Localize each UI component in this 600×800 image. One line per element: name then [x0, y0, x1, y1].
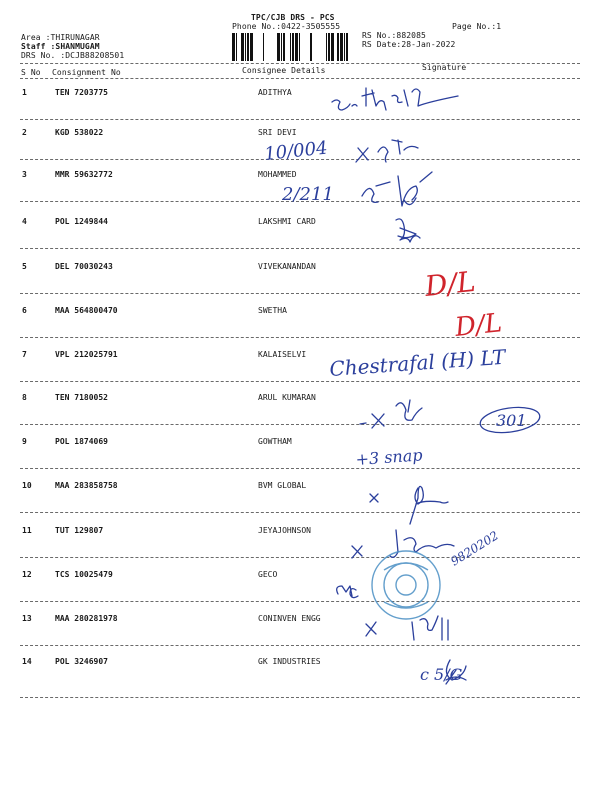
barcode-bar [281, 33, 282, 61]
consignee-name: JEYAJOHNSON [258, 526, 311, 535]
row-divider [20, 159, 580, 160]
handwriting-row-9: +3 snap [354, 445, 424, 469]
barcode-bar [232, 33, 235, 61]
consignment-number: TCS 10025479 [55, 570, 113, 579]
row-divider [20, 337, 580, 338]
consignment-number: TUT 129807 [55, 526, 104, 535]
barcode-bar [250, 33, 253, 61]
page-number: Page No.:1 [452, 22, 502, 31]
header-divider [20, 63, 580, 64]
table-row [0, 170, 600, 182]
column-header-signature: Signature [422, 63, 467, 72]
consignee-name: ADITHYA [258, 88, 292, 97]
rs-date: RS Date:28-Jan-2022 [362, 40, 456, 49]
staff-field: Staff :SHANMUGAM [21, 42, 100, 51]
column-header-consignee: Consignee Details [242, 66, 326, 75]
consignee-name: CONINVEN ENGG [258, 614, 321, 623]
table-row [0, 570, 600, 582]
area-field: Area :THIRUNAGAR [21, 33, 100, 42]
phone-number: Phone No.:0422-3505555 [232, 22, 341, 31]
barcode-bar [340, 33, 343, 61]
consignee-name: GK INDUSTRIES [258, 657, 321, 666]
table-row [0, 657, 600, 669]
table-row [0, 262, 600, 274]
barcode-bar [326, 33, 327, 61]
circled-mark-row-8 [479, 404, 542, 436]
barcode-bar [337, 33, 339, 61]
row-divider [20, 424, 580, 425]
barcode-bar [247, 33, 249, 61]
row-divider [20, 293, 580, 294]
handwriting-row-14: c 5/G [420, 665, 463, 684]
consignment-number: TEN 7203775 [55, 88, 108, 97]
row-divider [20, 248, 580, 249]
barcode-bar [236, 33, 237, 61]
barcode-bar [263, 33, 264, 61]
serial-number: 12 [22, 570, 32, 579]
barcode-bar [283, 33, 285, 61]
table-row [0, 306, 600, 318]
row-divider [20, 201, 580, 202]
consignment-number: KGD 538022 [55, 128, 104, 137]
barcode-bar [245, 33, 246, 61]
drs-number: DRS No. :DCJB88208501 [21, 51, 125, 60]
consignment-number: VPL 212025791 [55, 350, 118, 359]
serial-number: 8 [22, 393, 27, 402]
consignee-name: ARUL KUMARAN [258, 393, 316, 402]
document-title: TPC/CJB DRS - PCS [251, 13, 335, 22]
consignee-name: VIVEKANANDAN [258, 262, 316, 271]
handwriting-row-8: 301 [496, 411, 527, 430]
barcode-bar [331, 33, 334, 61]
row-divider [20, 381, 580, 382]
consignment-number: DEL 70030243 [55, 262, 113, 271]
consignee-name: SWETHA [258, 306, 287, 315]
consignment-number: POL 3246907 [55, 657, 108, 666]
serial-number: 3 [22, 170, 27, 179]
barcode-bar [241, 33, 244, 61]
red-mark-row-6: D/L [453, 308, 504, 343]
table-row [0, 350, 600, 362]
row-divider [20, 557, 580, 558]
barcode-bar [328, 33, 330, 61]
barcode-bar [299, 33, 300, 61]
row-divider [20, 119, 580, 120]
rs-number: RS No.:882085 [362, 31, 426, 40]
barcode-bar [295, 33, 298, 61]
footer-divider [20, 697, 580, 698]
table-row [0, 128, 600, 140]
barcode-bar [346, 33, 348, 61]
consignee-name: GECO [258, 570, 278, 579]
barcode-image [232, 33, 354, 61]
barcode-bar [292, 33, 294, 61]
consignee-name: GOWTHAM [258, 437, 292, 446]
serial-number: 5 [22, 262, 27, 271]
serial-number: 10 [22, 481, 32, 490]
serial-number: 9 [22, 437, 27, 446]
table-row [0, 217, 600, 229]
consignee-name: BVM GLOBAL [258, 481, 307, 490]
column-divider [20, 78, 580, 79]
handwriting-row-2: 10/004 [263, 137, 329, 165]
consignee-name: LAKSHMI CARD [258, 217, 316, 226]
table-row [0, 88, 600, 100]
consignment-number: MAA 280281978 [55, 614, 118, 623]
barcode-bar [277, 33, 280, 61]
table-row [0, 393, 600, 405]
table-row [0, 614, 600, 626]
table-row [0, 437, 600, 449]
red-mark-row-5: D/L [423, 264, 477, 303]
serial-number: 6 [22, 306, 27, 315]
handwriting-row-7: Chestrafal (H) LT [328, 344, 507, 381]
table-row [0, 481, 600, 493]
consignment-number: TEN 7180052 [55, 393, 108, 402]
consignee-name: MOHAMMED [258, 170, 297, 179]
barcode-bar [290, 33, 291, 61]
row-divider [20, 645, 580, 646]
consignment-number: POL 1249844 [55, 217, 108, 226]
serial-number: 14 [22, 657, 32, 666]
barcode-bar [344, 33, 345, 61]
column-header-sno: S No [21, 68, 41, 77]
row-divider [20, 468, 580, 469]
serial-number: 4 [22, 217, 27, 226]
barcode-bar [310, 33, 312, 61]
handwriting-row-3: 2/211 [282, 184, 334, 205]
consignee-name: KALAISELVI [258, 350, 307, 359]
table-row [0, 526, 600, 538]
consignment-number: MAA 564800470 [55, 306, 118, 315]
serial-number: 7 [22, 350, 27, 359]
consignment-number: MMR 59632772 [55, 170, 113, 179]
row-divider [20, 601, 580, 602]
serial-number: 1 [22, 88, 27, 97]
serial-number: 13 [22, 614, 32, 623]
company-stamp [372, 551, 440, 619]
serial-number: 2 [22, 128, 27, 137]
row-divider [20, 512, 580, 513]
consignee-name: SRI DEVI [258, 128, 297, 137]
consignment-number: POL 1874069 [55, 437, 108, 446]
column-header-consignment: Consignment No [52, 68, 121, 77]
handwriting-row-12: 9820202 [448, 528, 501, 569]
serial-number: 11 [22, 526, 32, 535]
consignment-number: MAA 283858758 [55, 481, 118, 490]
signature-row-12 [337, 586, 358, 598]
